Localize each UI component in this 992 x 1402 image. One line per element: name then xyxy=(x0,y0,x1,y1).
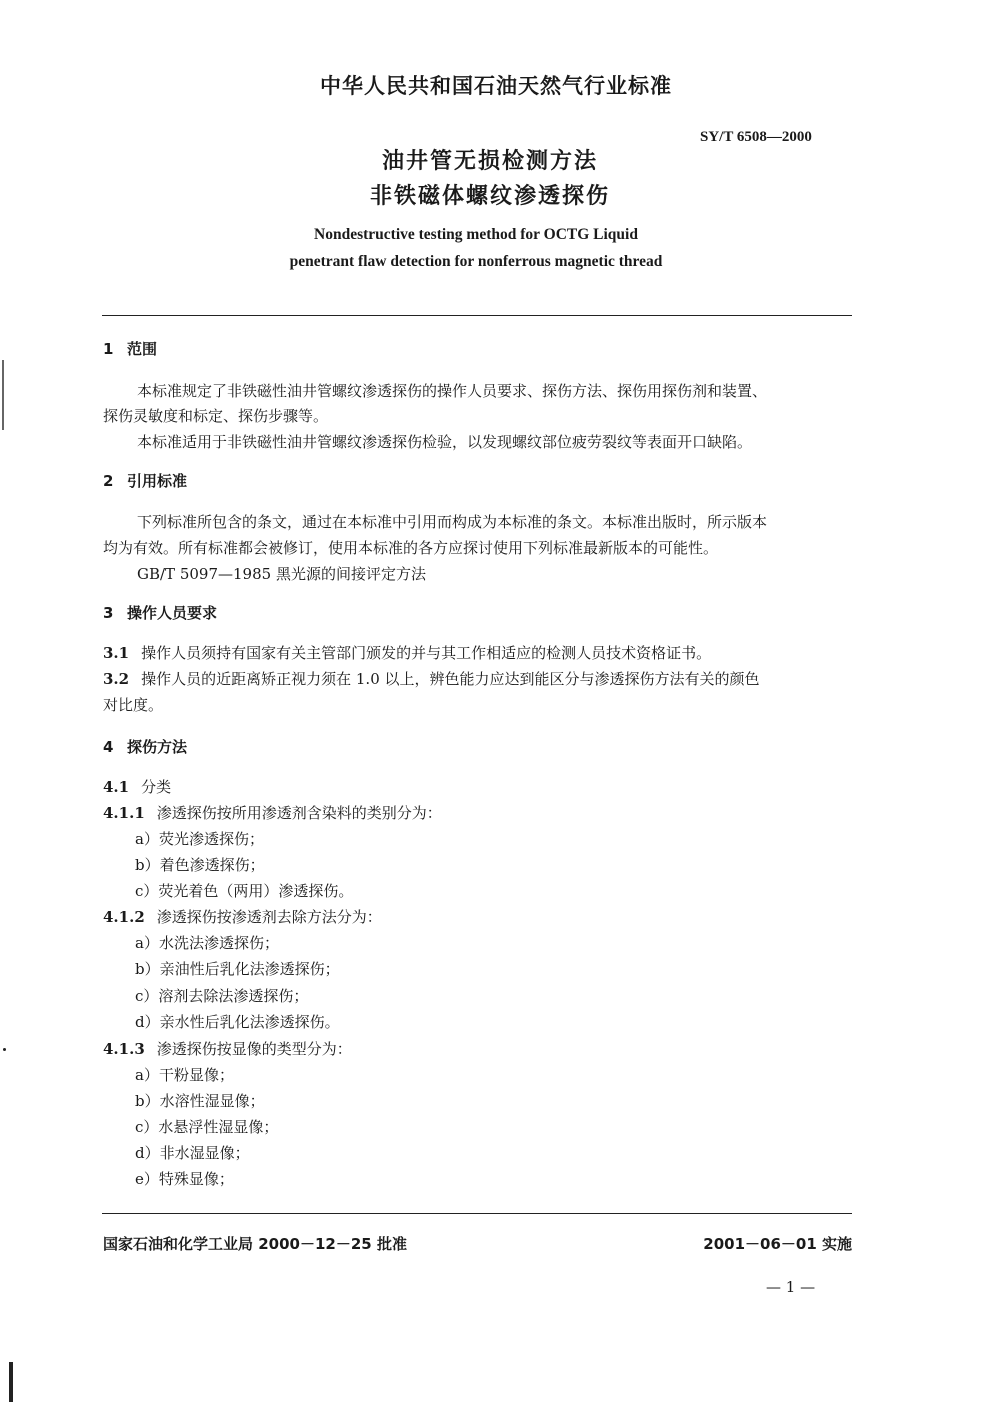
normative-reference: GB/T 5097—1985 黑光源的间接评定方法 xyxy=(137,565,426,583)
list-item: b）着色渗透探伤； xyxy=(135,856,265,874)
clause-text: 渗透探伤按渗透剂去除方法分为： xyxy=(156,908,382,926)
section-heading-1 xyxy=(103,338,157,359)
clause-text: 操作人员的近距离矫正视力须在 1.0 以上，辨色能力应达到能区分与渗透探伤方法有关的颜色 xyxy=(141,670,760,688)
clause-number: 3.1 xyxy=(103,644,130,662)
section-heading-2 xyxy=(103,470,187,491)
section-number: 2 xyxy=(103,472,114,490)
section-heading-3 xyxy=(103,602,217,623)
page-number: — 1 — xyxy=(766,1278,816,1296)
paragraph: 均为有效。所有标准都会被修订，使用本标准的各方应探讨使用下列标准最新版本的可能性。 xyxy=(103,539,719,557)
list-item: c）水悬浮性湿显像； xyxy=(135,1118,279,1136)
clause-3-1 xyxy=(103,642,711,663)
clause-4-1 xyxy=(103,776,171,797)
list-item: a）干粉显像； xyxy=(135,1066,234,1084)
clause-3-2 xyxy=(103,668,760,689)
section-number: 3 xyxy=(103,604,114,622)
clause-text: 渗透探伤按显像的类型分为： xyxy=(156,1040,352,1058)
approval-statement: 国家石油和化学工业局 2000－12－25 批准 xyxy=(103,1235,407,1253)
clause-number: 4.1.1 xyxy=(103,804,145,822)
scan-edge-bar xyxy=(9,1362,13,1402)
paragraph: 探伤灵敏度和标定、探伤步骤等。 xyxy=(103,407,329,425)
document-title-zh-line1: 油井管无损检测方法 xyxy=(381,149,598,174)
header-divider xyxy=(102,315,852,316)
paragraph: 本标准适用于非铁磁性油井管螺纹渗透探伤检验，以发现螺纹部位疲劳裂纹等表面开口缺陷。 xyxy=(137,433,753,451)
section-heading-4 xyxy=(103,736,187,757)
list-item: c）荧光着色（两用）渗透探伤。 xyxy=(135,882,354,900)
clause-number: 4.1.3 xyxy=(103,1040,145,1058)
clause-text: 操作人员须持有国家有关主管部门颁发的并与其工作相适应的检测人员技术资格证书。 xyxy=(141,644,712,662)
section-title: 引用标准 xyxy=(127,472,188,490)
document-title-en-line2: penetrant flaw detection for nonferrous magnetic thread xyxy=(289,253,663,270)
standard-title: 中华人民共和国石油天然气行业标准 xyxy=(320,74,672,98)
section-title: 探伤方法 xyxy=(127,738,188,756)
footer-divider xyxy=(102,1213,852,1214)
clause-4-1-3 xyxy=(103,1038,352,1059)
scan-dot-mark xyxy=(3,1048,6,1051)
clause-number: 4.1 xyxy=(103,778,130,796)
list-item: c）溶剂去除法渗透探伤； xyxy=(135,987,309,1005)
paragraph: 对比度。 xyxy=(103,696,164,714)
clause-4-1-2 xyxy=(103,906,382,927)
list-item: e）特殊显像； xyxy=(135,1170,234,1188)
list-item: b）亲油性后乳化法渗透探伤； xyxy=(135,960,340,978)
document-title-zh-line2: 非铁磁体螺纹渗透探伤 xyxy=(369,184,610,209)
section-title: 操作人员要求 xyxy=(127,604,218,622)
scan-edge-mark xyxy=(2,360,4,430)
list-item: b）水溶性湿显像； xyxy=(135,1092,265,1110)
clause-number: 3.2 xyxy=(103,670,130,688)
section-title: 范围 xyxy=(127,340,158,358)
list-item: d）亲水性后乳化法渗透探伤。 xyxy=(135,1013,340,1031)
list-item: d）非水湿显像； xyxy=(135,1144,250,1162)
list-item: a）荧光渗透探伤； xyxy=(135,830,264,848)
paragraph: 本标准规定了非铁磁性油井管螺纹渗透探伤的操作人员要求、探伤方法、探伤用探伤剂和装置、 xyxy=(137,382,768,400)
section-number: 1 xyxy=(103,340,114,358)
section-number: 4 xyxy=(103,738,114,756)
effective-date: 2001－06－01 实施 xyxy=(703,1235,852,1253)
list-item: a）水洗法渗透探伤； xyxy=(135,934,279,952)
document-title-en-line1: Nondestructive testing method for OCTG Liquid xyxy=(314,226,638,243)
clause-text: 渗透探伤按所用渗透剂含染料的类别分为： xyxy=(156,804,442,822)
clause-4-1-1 xyxy=(103,802,442,823)
clause-number: 4.1.2 xyxy=(103,908,145,926)
clause-text: 分类 xyxy=(141,778,172,796)
standard-number: SY/T 6508—2000 xyxy=(700,129,812,145)
paragraph: 下列标准所包含的条文，通过在本标准中引用而构成为本标准的条文。本标准出版时，所示版本 xyxy=(137,513,768,531)
